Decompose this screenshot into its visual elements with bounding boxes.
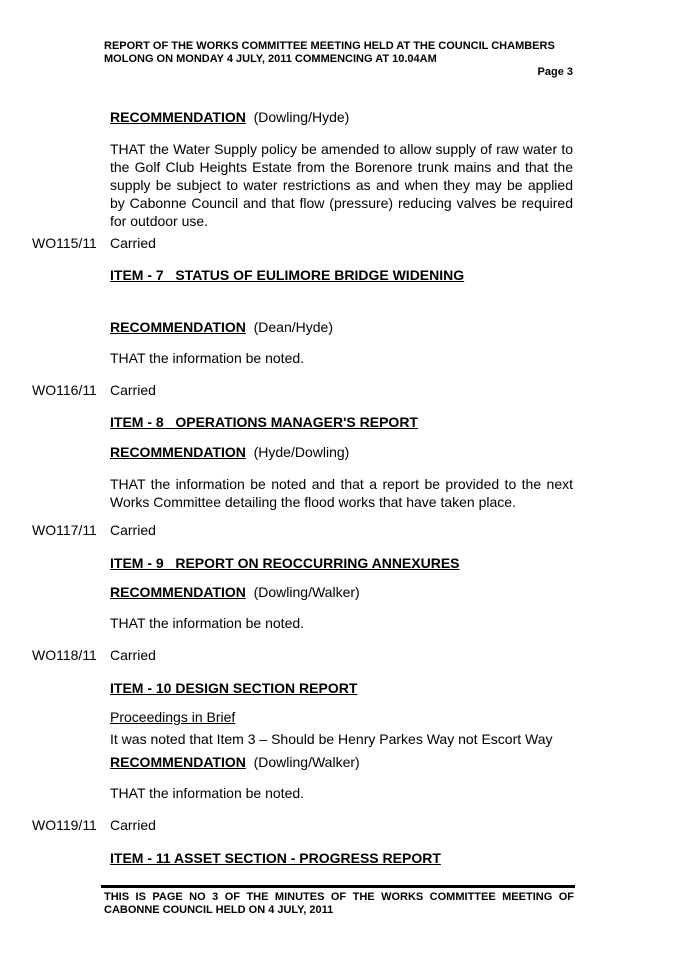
recommendation-movers: (Hyde/Dowling)	[253, 444, 350, 460]
resolution-number: WO115/11	[32, 235, 97, 251]
recommendation-movers: (Dean/Hyde)	[253, 319, 333, 335]
recommendation-text: THAT the information be noted.	[110, 785, 305, 801]
recommendation-text: THAT the information be noted.	[110, 615, 305, 631]
recommendation-label: RECOMMENDATION	[110, 319, 246, 335]
resolution-number: WO119/11	[32, 817, 97, 833]
header-line-2: MOLONG ON MONDAY 4 JULY, 2011 COMMENCING AT 10.04AM	[104, 53, 437, 65]
recommendation-heading	[110, 318, 573, 336]
recommendation-text: THAT the information be noted.	[110, 350, 305, 366]
recommendation-heading	[110, 583, 573, 601]
recommendation-movers: (Dowling/Hyde)	[253, 109, 350, 125]
recommendation-label: RECOMMENDATION	[110, 754, 246, 770]
page-footer: THIS IS PAGE NO 3 OF THE MINUTES OF THE WORKS COMMITTEE MEETING OF CABONNE COUNCIL HELD ON 4 JULY, 2011	[104, 891, 574, 916]
resolution-number: WO118/11	[32, 647, 97, 663]
resolution-number: WO116/11	[32, 382, 97, 398]
item-heading: ITEM - 9 REPORT ON REOCCURRING ANNEXURES	[110, 555, 460, 571]
proceedings-note: It was noted that Item 3 – Should be Henry Parkes Way not Escort Way	[110, 731, 553, 747]
footer-divider	[101, 885, 575, 888]
resolution-status: Carried	[110, 522, 156, 538]
resolution-number: WO117/11	[32, 522, 97, 538]
recommendation-label: RECOMMENDATION	[110, 584, 246, 600]
resolution-status: Carried	[110, 817, 156, 833]
resolution-status: Carried	[110, 382, 156, 398]
item-heading: ITEM - 7 STATUS OF EULIMORE BRIDGE WIDENING	[110, 267, 465, 283]
page-number: Page 3	[537, 66, 573, 78]
recommendation-label: RECOMMENDATION	[110, 444, 246, 460]
proceedings-heading: Proceedings in Brief	[110, 709, 236, 725]
recommendation-label: RECOMMENDATION	[110, 109, 246, 125]
item-heading: ITEM - 10 DESIGN SECTION REPORT	[110, 680, 358, 696]
recommendation-heading	[110, 443, 573, 461]
recommendation-text: THAT the information be noted and that a report be provided to the next Works Committee detailing the flood works that have taken place.	[110, 476, 573, 510]
recommendation-movers: (Dowling/Walker)	[253, 754, 360, 770]
item-heading: ITEM - 8 OPERATIONS MANAGER'S REPORT	[110, 414, 418, 430]
recommendation-text: THAT the Water Supply policy be amended to allow supply of raw water to the Golf Club Heights Estate from the Borenore trunk mains and that the supply be subject to water restrictions as and when they may be applied by Cabonne Council and that flow (pressure) reducing valves be required for outdoor use.	[110, 141, 573, 229]
recommendation-heading	[110, 108, 573, 126]
page-header	[104, 40, 574, 66]
header-line-1: REPORT OF THE WORKS COMMITTEE MEETING HELD AT THE COUNCIL CHAMBERS	[104, 40, 555, 52]
resolution-status: Carried	[110, 647, 156, 663]
recommendation-movers: (Dowling/Walker)	[253, 584, 360, 600]
item-heading: ITEM - 11 ASSET SECTION - PROGRESS REPORT	[110, 850, 441, 866]
recommendation-heading	[110, 753, 573, 771]
resolution-status: Carried	[110, 235, 156, 251]
